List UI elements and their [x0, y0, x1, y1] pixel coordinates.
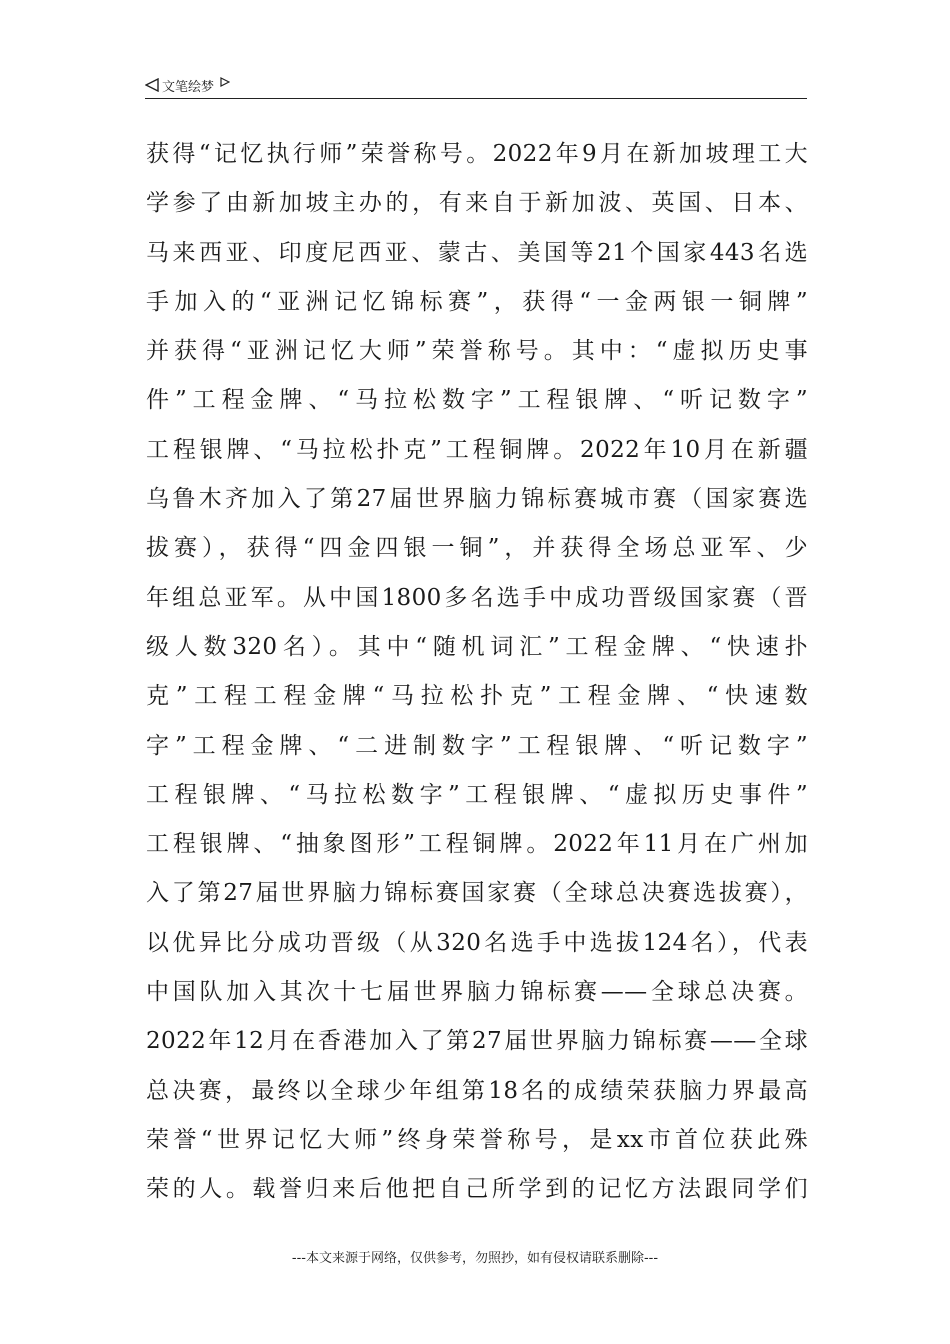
triangle-right-icon — [220, 77, 230, 87]
text-line: 工程银牌、“马拉松数字”工程银牌、“虚拟历史事件” — [146, 781, 808, 808]
text-line: 级人数320名）。其中“随机词汇”工程金牌、“快速扑 — [146, 633, 808, 660]
brand — [145, 76, 230, 94]
text-line: 2022年12月在香港加入了第27届世界脑力锦标赛——全球 — [146, 1028, 808, 1055]
text-line: 乌鲁木齐加入了第27届世界脑力锦标赛城市赛（国家赛选 — [146, 486, 808, 513]
text-line: 手加入的“亚洲记忆锦标赛”，获得“一金两银一铜牌” — [146, 288, 808, 315]
text-line: 荣的人。载誉归来后他把自己所学到的记忆方法跟同学们 — [146, 1176, 808, 1203]
text-line: 件”工程金牌、“马拉松数字”工程银牌、“听记数字” — [146, 387, 808, 414]
text-line: 马来西亚、印度尼西亚、蒙古、美国等21个国家443名选 — [146, 239, 808, 266]
text-line: 工程银牌、“马拉松扑克”工程铜牌。2022年10月在新疆 — [146, 436, 808, 463]
text-line: 入了第27届世界脑力锦标赛国家赛（全球总决赛选拔赛）， — [146, 880, 808, 907]
text-line: 克”工程工程金牌“马拉松扑克”工程金牌、“快速数 — [146, 683, 808, 710]
text-line: 获得“记忆执行师”荣誉称号。2022年9月在新加坡理工大 — [146, 141, 808, 167]
text-line: 中国队加入其次十七届世界脑力锦标赛——全球总决赛。 — [146, 979, 808, 1006]
page-header — [145, 76, 807, 99]
text-line: 年组总亚军。从中国1800多名选手中成功晋级国家赛（晋 — [146, 584, 808, 611]
text-line: 并获得“亚洲记忆大师”荣誉称号。其中：“虚拟历史事 — [146, 338, 808, 365]
text-line: 总决赛，最终以全球少年组第18名的成绩荣获脑力界最高 — [146, 1077, 808, 1104]
text-line: 字”工程金牌、“二进制数字”工程银牌、“听记数字” — [146, 732, 808, 759]
text-line: 工程银牌、“抽象图形”工程铜牌。2022年11月在广州加 — [146, 831, 808, 858]
text-line: 拔赛），获得“四金四银一铜”，并获得全场总亚军、少 — [146, 535, 808, 562]
triangle-left-icon — [145, 78, 159, 92]
text-line: 荣誉“世界记忆大师”终身荣誉称号，是xx市首位获此殊 — [146, 1126, 808, 1153]
brand-name: 文笔绘梦 — [162, 79, 215, 95]
text-line: 学参了由新加坡主办的，有来自于新加波、英国、日本、 — [146, 190, 808, 217]
text-line: 以优异比分成功晋级（从320名选手中选拔124名），代表 — [146, 929, 808, 956]
footer-notice: ---本文来源于网络，仅供参考，勿照抄，如有侵权请联系删除--- — [291, 1251, 659, 1266]
body-text — [146, 130, 808, 1215]
